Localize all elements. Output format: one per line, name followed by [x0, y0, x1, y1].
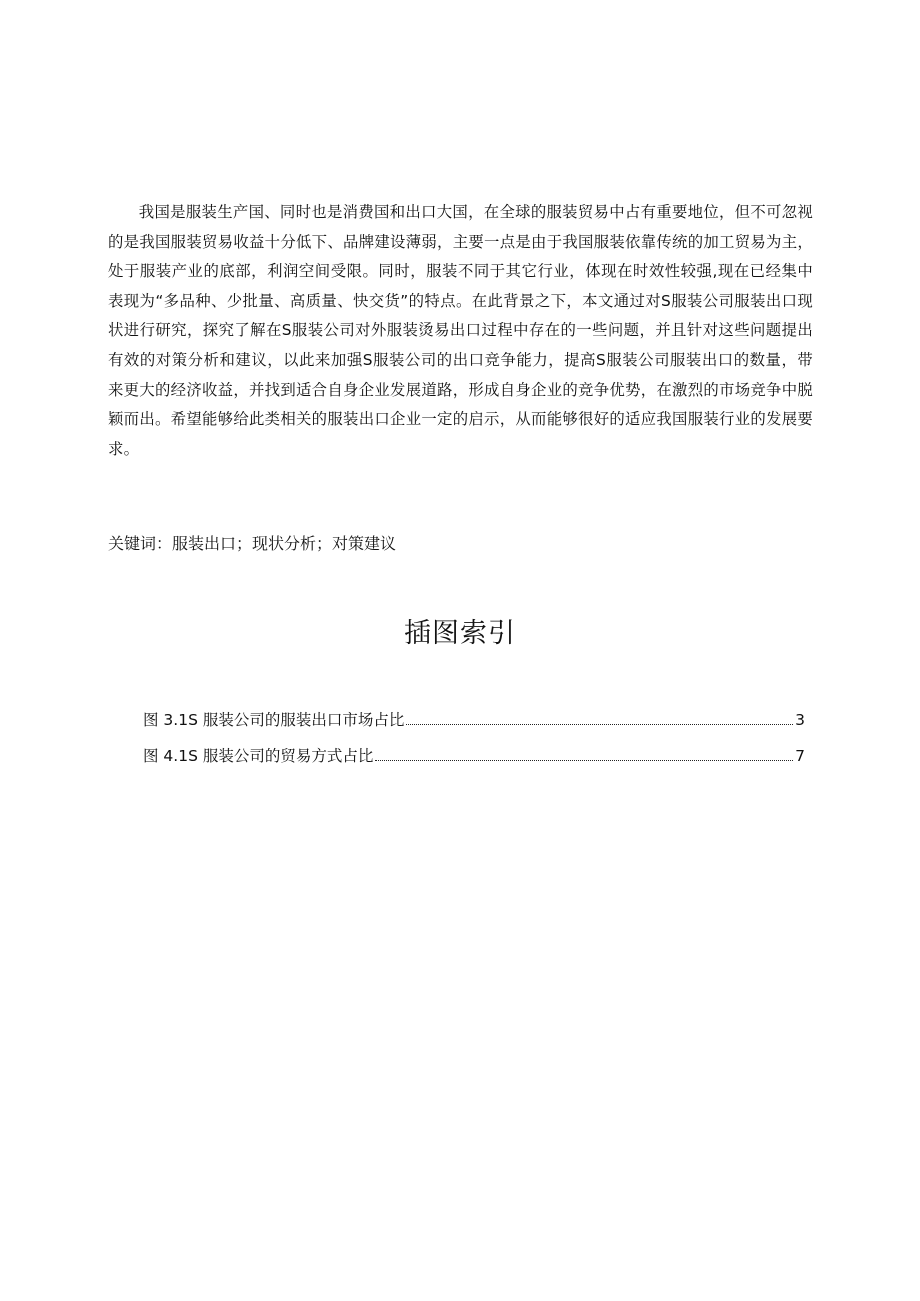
keywords-value: 服装出口；现状分析；对策建议 [172, 534, 397, 553]
figure-index-entry-label: 图 3.1S 服装公司的服装出口市场占比 [143, 711, 405, 729]
dot-leader [375, 759, 793, 761]
keywords-label: 关键词： [108, 534, 173, 553]
abstract-paragraph: 我国是服装生产国、同时也是消费国和出口大国，在全球的服装贸易中占有重要地位，但不可忽视的是我国服装贸易收益十分低下、品牌建设薄弱，主要一点是由于我国服装依靠传统的加工贸易为主，处于服装产业的底部，利润空间受限。同时，服装不同于其它行业，体现在时效性较强,现在已经集中表现为“多品种、少批量、高质量、快交货”的特点。在此背景之下，本文通过对S服装公司服装出口现状进行研究，探究了解在S服装公司对外服装烫易出口过程中存在的一些问题，并且针对这些问题提出有效的对策分析和建议，以此来加强S服装公司的出口竞争能力，提高S服装公司服装出口的数量，带来更大的经济收益，并找到适合自身企业发展道路，形成自身企业的竞争优势，在激烈的市场竞争中脱颖而出。希望能够给此类相关的服装出口企业一定的启示，从而能够很好的适应我国服装行业的发展要求。 [108, 203, 813, 458]
figure-index-entry-3-1[interactable] [143, 706, 805, 742]
figure-index-entry-page: 3 [795, 711, 805, 729]
figure-index-list [143, 706, 805, 778]
figure-index-entry-page: 7 [795, 747, 805, 765]
figure-index-entry-label: 图 4.1S 服装公司的贸易方式占比 [143, 747, 374, 765]
keywords-line [108, 530, 396, 558]
dot-leader [406, 723, 793, 725]
figure-index-title: 插图索引 [404, 618, 516, 649]
figure-index-entry-4-1[interactable] [143, 742, 805, 778]
